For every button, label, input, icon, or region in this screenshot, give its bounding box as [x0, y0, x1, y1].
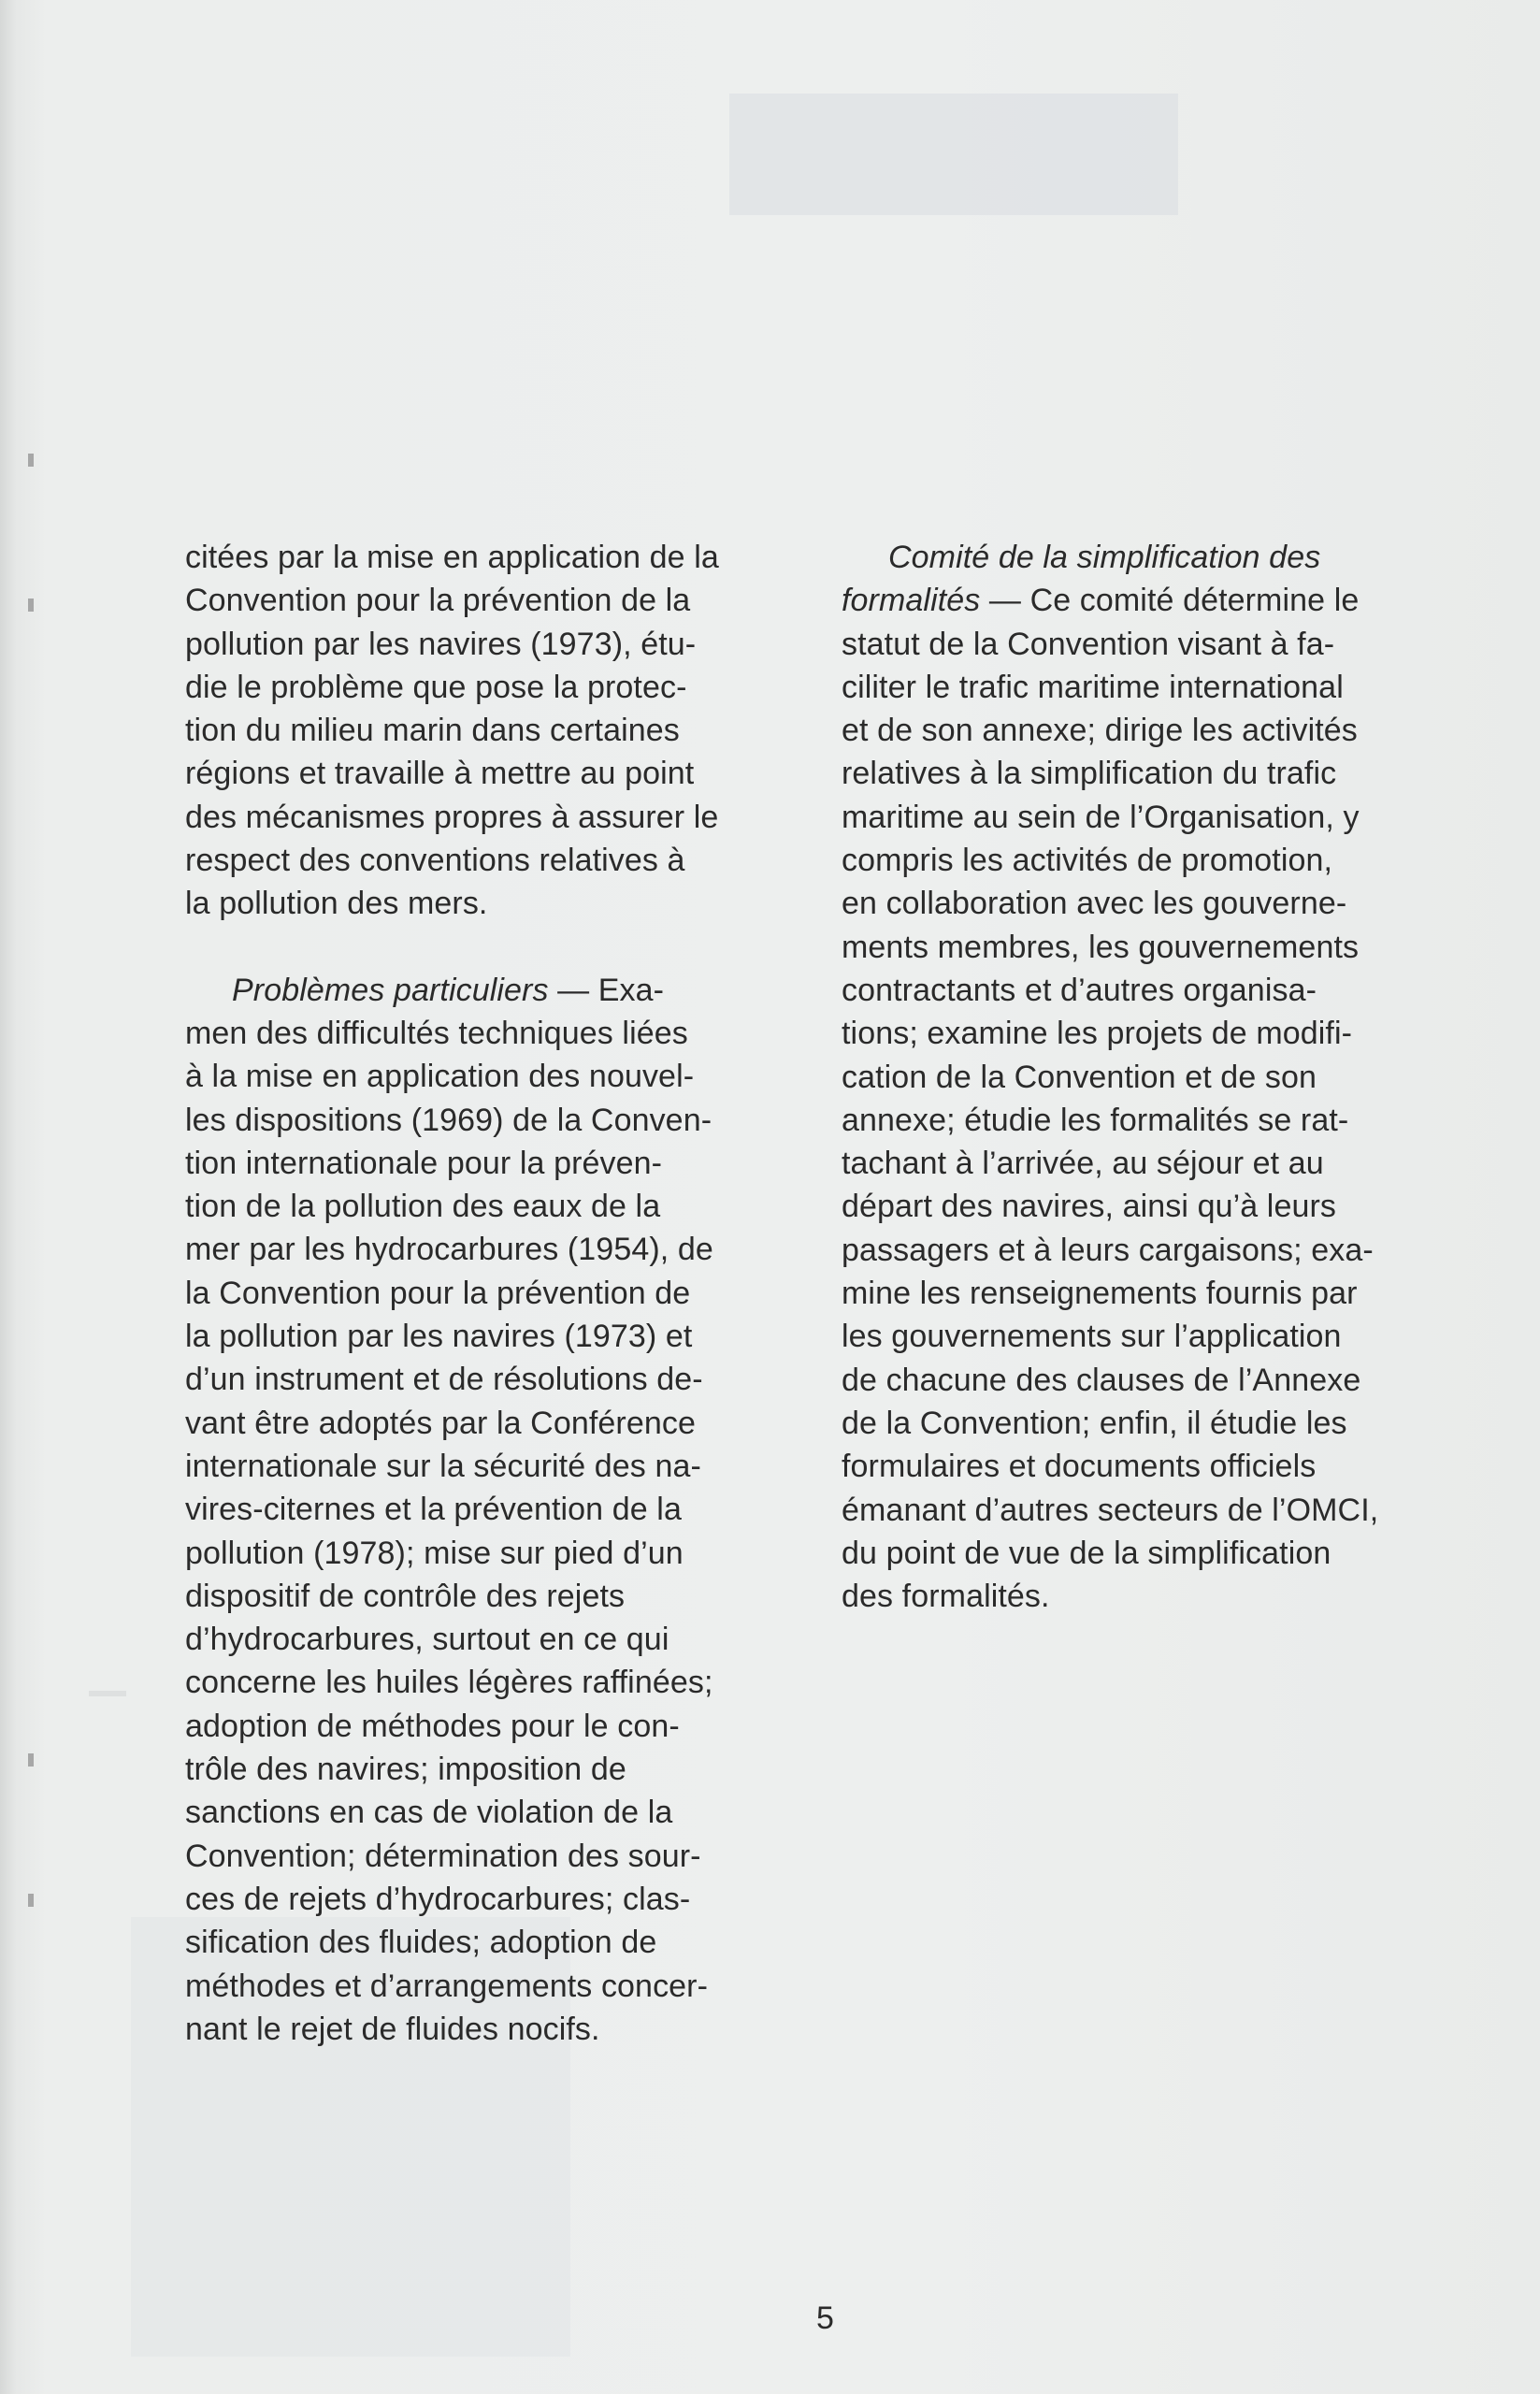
- text-line: [185, 969, 821, 1012]
- text-line: en collaboration avec les gouverne-: [842, 886, 1347, 922]
- text-line: pollution par les navires (1973), étu-: [185, 626, 697, 662]
- text-line: vires-citernes et la prévention de la: [185, 1492, 682, 1528]
- right-column: [842, 536, 1468, 1618]
- text-line: trôle des navires; imposition de: [185, 1752, 626, 1788]
- text-line: Convention pour la prévention de la: [185, 583, 691, 619]
- text-run: — Exa-: [548, 972, 665, 1008]
- text-line: régions et travaille à mettre au point: [185, 756, 695, 792]
- text-line: les dispositions (1969) de la Conven-: [185, 1102, 712, 1138]
- text-line: tion internationale pour la préven-: [185, 1145, 663, 1181]
- text-line: de la Convention; enfin, il étudie les: [842, 1405, 1347, 1441]
- text-line: et de son annexe; dirige les activités: [842, 713, 1358, 749]
- text-line: des mécanismes propres à assurer le: [185, 799, 719, 835]
- text-line: d’un instrument et de résolutions de-: [185, 1362, 703, 1398]
- text-line: sanctions en cas de violation de la: [185, 1795, 673, 1831]
- text-line: des formalités.: [842, 1579, 1050, 1615]
- show-through-mark: [89, 1691, 126, 1696]
- text-line: statut de la Convention visant à fa-: [842, 626, 1335, 662]
- text-line: adoption de méthodes pour le con-: [185, 1708, 680, 1744]
- text-line: die le problème que pose la protec-: [185, 669, 687, 705]
- text-line: à la mise en application des nouvel-: [185, 1059, 695, 1095]
- paragraph-simplification-formalites: [842, 536, 1468, 1618]
- paragraph-problemes-particuliers: [185, 969, 821, 2051]
- text-line: nant le rejet de fluides nocifs.: [185, 2011, 600, 2047]
- page-number: 5: [816, 2300, 834, 2336]
- text-line: [842, 536, 1468, 579]
- text-line: tions; examine les projets de modifi-: [842, 1016, 1353, 1052]
- section-heading: Problèmes particuliers: [232, 972, 549, 1008]
- text-line: annexe; étudie les formalités se rat-: [842, 1102, 1349, 1138]
- text-line: ciliter le trafic maritime international: [842, 669, 1344, 705]
- text-line: relatives à la simplification du trafic: [842, 756, 1337, 792]
- text-line: du point de vue de la simplification: [842, 1535, 1331, 1571]
- text-line: la pollution des mers.: [185, 886, 488, 922]
- text-line: contractants et d’autres organisa-: [842, 972, 1317, 1008]
- text-line: ces de rejets d’hydrocarbures; clas-: [185, 1881, 691, 1917]
- text-line: citées par la mise en application de la: [185, 540, 719, 575]
- text-line: dispositif de contrôle des rejets: [185, 1578, 626, 1614]
- text-line: émanant d’autres secteurs de l’OMCI,: [842, 1492, 1379, 1528]
- text-line: vant être adoptés par la Conférence: [185, 1405, 696, 1441]
- show-through-mark: [729, 94, 1178, 215]
- text-line: méthodes et d’arrangements concer-: [185, 1968, 709, 2004]
- section-heading: Comité de la simplification des: [888, 540, 1321, 575]
- page-edge: [0, 0, 17, 2394]
- binding-mark: [28, 1894, 34, 1907]
- text-line: tion du milieu marin dans certaines: [185, 713, 680, 749]
- binding-mark: [28, 598, 34, 612]
- text-line: men des difficultés techniques liées: [185, 1015, 688, 1051]
- text-line: départ des navires, ainsi qu’à leurs: [842, 1189, 1337, 1225]
- text-line: ments membres, les gouvernements: [842, 929, 1360, 965]
- text-run: — Ce comité détermine le: [980, 583, 1360, 619]
- binding-mark: [28, 454, 34, 467]
- paragraph-pollution: [185, 536, 821, 926]
- text-line: mine les renseignements fournis par: [842, 1276, 1358, 1312]
- text-line: [842, 579, 1468, 622]
- text-line: tion de la pollution des eaux de la: [185, 1189, 661, 1225]
- text-line: compris les activités de promotion,: [842, 843, 1333, 879]
- text-line: sification des fluides; adoption de: [185, 1925, 657, 1961]
- text-line: la Convention pour la prévention de: [185, 1275, 691, 1311]
- text-line: pollution (1978); mise sur pied d’un: [185, 1535, 684, 1571]
- text-line: formulaires et documents officiels: [842, 1449, 1317, 1485]
- text-line: respect des conventions relatives à: [185, 843, 685, 879]
- text-line: la pollution par les navires (1973) et: [185, 1319, 693, 1355]
- text-line: les gouvernements sur l’application: [842, 1319, 1342, 1355]
- text-line: Convention; détermination des sour-: [185, 1838, 701, 1874]
- paragraph-gap: [185, 926, 821, 969]
- text-line: tachant à l’arrivée, au séjour et au: [842, 1146, 1324, 1182]
- text-line: internationale sur la sécurité des na-: [185, 1448, 701, 1484]
- binding-mark: [28, 1753, 34, 1767]
- section-heading: formalités: [842, 583, 981, 619]
- text-line: d’hydrocarbures, surtout en ce qui: [185, 1622, 669, 1658]
- text-line: cation de la Convention et de son: [842, 1059, 1317, 1095]
- text-line: concerne les huiles légères raffinées;: [185, 1665, 713, 1701]
- left-column: [185, 536, 821, 2051]
- text-line: mer par les hydrocarbures (1954), de: [185, 1232, 713, 1268]
- text-line: passagers et à leurs cargaisons; exa-: [842, 1232, 1374, 1268]
- text-line: de chacune des clauses de l’Annexe: [842, 1362, 1361, 1398]
- text-line: maritime au sein de l’Organisation, y: [842, 799, 1360, 835]
